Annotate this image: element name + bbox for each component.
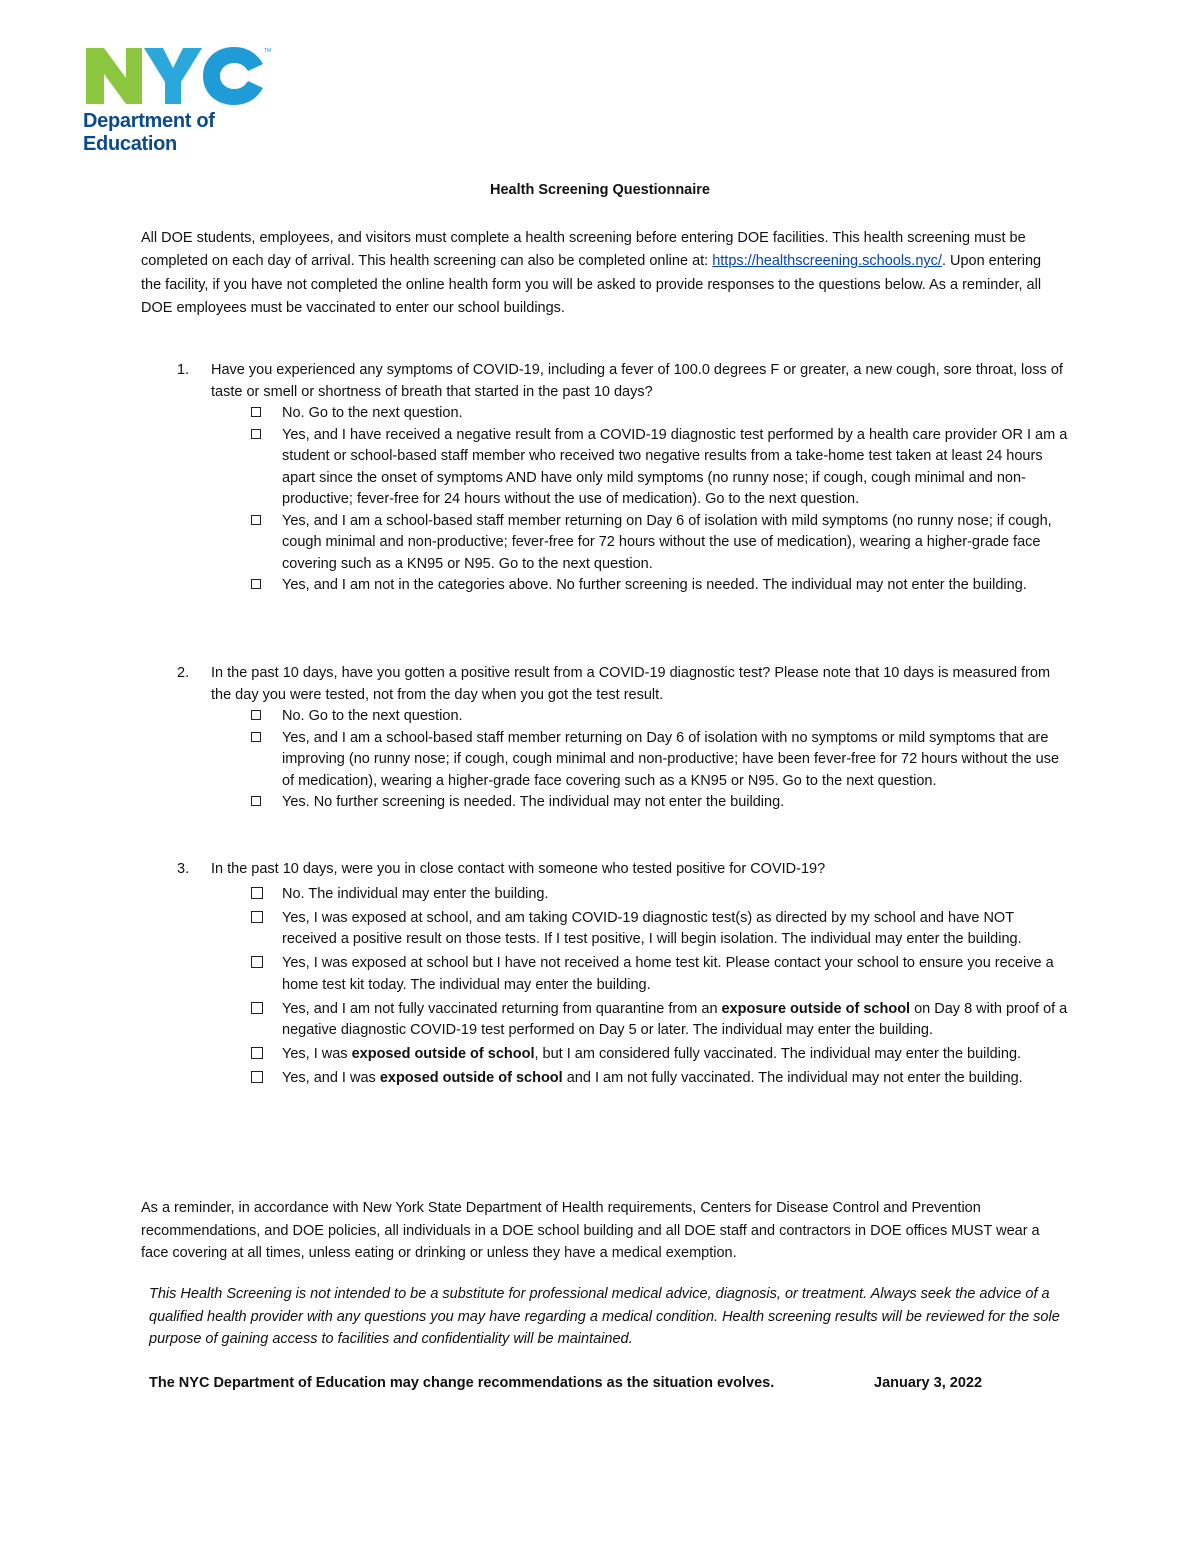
answer-option (141, 403, 1071, 425)
answer-text: Yes, and I am a school-based staff member returning on Day 6 of isolation with no symptoms or mild symptoms that are improving (no runny nose; if cough, cough minimal and non-productive; have been fever-free for 72 hours without the use of medication), wearing a higher-grade face covering such as a KN95 or N95. Go to the next question. (282, 729, 1060, 789)
footer-date: January 3, 2022 (874, 1375, 983, 1391)
healthscreening-link[interactable]: https://healthscreening.schools.nyc/ (712, 253, 942, 270)
checkbox[interactable] (251, 1002, 263, 1014)
question-text: In the past 10 days, have you gotten a positive result from a COVID-19 diagnostic test? Please note that 10 days is measured from the day you were tested, not from the day when you got the test result. (211, 665, 1051, 703)
answer-option (141, 999, 1071, 1042)
checkbox[interactable] (251, 710, 261, 720)
checkbox[interactable] (251, 732, 261, 742)
question-1 (141, 360, 1071, 597)
answer-text (282, 1046, 1021, 1062)
intro-text-after: . Upon entering the facility, if you have not completed the online health form you will be asked to provide responses to the questions below. As a reminder, all DOE employees must be vaccinated to enter our school buildings. (141, 253, 1042, 317)
answer-text: Yes, I was exposed at school, and am taking COVID-19 diagnostic test(s) as directed by my school and have NOT received a positive result on those tests. If I test positive, I will begin isolation. The individual may enter the building. (282, 909, 1022, 947)
answer-option (141, 728, 1071, 793)
checkbox[interactable] (251, 796, 261, 806)
answer-option (141, 706, 1071, 728)
question-2 (141, 663, 1071, 814)
checkbox[interactable] (251, 911, 263, 923)
answer-text-post: on Day 8 with proof of a negative diagnostic COVID-19 test performed on Day 5 or later. The individual may enter the building. (282, 1000, 1068, 1038)
answer-text: Yes, and I am a school-based staff member returning on Day 6 of isolation with mild symptoms (no runny nose; if cough, cough minimal and non-productive; fever-free for 72 hours without the use of medication), wearing a higher-grade face covering such as a KN95 or N95. Go to the next question. (282, 512, 1052, 572)
answer-text: No. Go to the next question. (282, 708, 463, 724)
logo-text-education: Education (83, 133, 177, 155)
nyc-doe-logo (80, 44, 270, 156)
answer-option (141, 908, 1071, 951)
question-number: 3. (177, 861, 190, 877)
logo-letter-n (86, 48, 142, 104)
answer-text-post: and I am not fully vaccinated. The individual may not enter the building. (562, 1070, 1023, 1086)
answer-option (141, 953, 1071, 996)
answer-option (141, 511, 1071, 576)
answer-text-bold: exposed outside of school (379, 1070, 563, 1086)
question-header (141, 859, 1071, 881)
intro-paragraph (141, 227, 1061, 321)
checkbox[interactable] (251, 579, 261, 589)
answer-text-pre: Yes, and I was (282, 1070, 380, 1086)
answer-text (282, 1070, 1023, 1086)
answer-text: Yes. No further screening is needed. The individual may not enter the building. (282, 794, 785, 810)
disclaimer-paragraph: This Health Screening is not intended to be a substitute for professional medical advice, diagnosis, or treatment. Always seek the advice of a qualified health provider with any questions you may have regarding a medical condition. Health screening results will be reviewed for the sole purpose of gaining access to facilities and confidentiality will be maintained. (149, 1286, 1060, 1347)
answer-option (141, 1044, 1071, 1066)
logo-letter-c (203, 47, 263, 105)
question-number: 2. (177, 665, 190, 681)
answer-options (141, 403, 1071, 597)
answer-text: No. Go to the next question. (282, 405, 463, 421)
page-title: Health Screening Questionnaire (490, 182, 710, 198)
answer-options (141, 706, 1071, 814)
question-header (141, 663, 1071, 706)
intro-text-before: All DOE students, employees, and visitors must complete a health screening before entering DOE facilities. This health screening must be completed on each day of arrival. This health screening can also be completed online at: (141, 230, 1026, 270)
checkbox[interactable] (251, 956, 263, 968)
answer-text: Yes, I was exposed at school but I have not received a home test kit. Please contact your school to ensure you receive a home test kit today. The individual may enter the building. (282, 955, 1054, 993)
answer-text-pre: Yes, and I am not fully vaccinated returning from quarantine from an (282, 1000, 722, 1017)
answer-text-pre: Yes, I was (282, 1046, 352, 1062)
question-3 (141, 859, 1071, 1092)
logo-text-department: Department of (83, 110, 215, 132)
reminder-paragraph: As a reminder, in accordance with New York State Department of Health requirements, Centers for Disease Control and Prevention recommendations, and DOE policies, all individuals in a DOE school building and all DOE staff and contractors in DOE offices MUST wear a face covering at all times, unless eating or drinking or unless they have a medical exemption. (141, 1200, 1040, 1261)
checkbox[interactable] (251, 1071, 263, 1083)
question-number: 1. (177, 362, 190, 378)
answer-text: Yes, and I have received a negative result from a COVID-19 diagnostic test performed by a health care provider OR I am a student or school-based staff member who received two negative results from a take-home test taken at least 24 hours apart since the onset of symptoms AND have only mild symptoms (no runny nose; if cough, cough minimal and non-productive; fever-free for 24 hours without the use of medication). Go to the next question. (282, 426, 1068, 507)
answer-option (141, 425, 1071, 511)
checkbox[interactable] (251, 429, 261, 439)
answer-option (141, 792, 1071, 814)
nyc-logo-mark (80, 44, 270, 108)
answer-text-bold: exposure outside of school (721, 1000, 911, 1017)
question-header (141, 360, 1071, 403)
answer-option (141, 884, 1071, 906)
question-text: Have you experienced any symptoms of COVID-19, including a fever of 100.0 degrees F or greater, a new cough, sore throat, loss of taste or smell or shortness of breath that started in the past 10 days? (211, 362, 1063, 400)
answer-text: No. The individual may enter the building. (282, 885, 549, 902)
answer-text (282, 1001, 1067, 1039)
answer-option (141, 575, 1071, 597)
answer-option (141, 1068, 1071, 1090)
answer-text-post: , but I am considered fully vaccinated. The individual may enter the building. (534, 1046, 1022, 1062)
checkbox[interactable] (251, 887, 263, 899)
answer-text-bold: exposed outside of school (351, 1046, 535, 1062)
footer-statement: The NYC Department of Education may change recommendations as the situation evolves. (149, 1375, 775, 1391)
checkbox[interactable] (251, 407, 261, 417)
answer-options (141, 884, 1071, 1090)
checkbox[interactable] (251, 1047, 263, 1059)
logo-letter-y (144, 48, 202, 104)
answer-text: Yes, and I am not in the categories above. No further screening is needed. The individual may not enter the building. (282, 577, 1027, 593)
checkbox[interactable] (251, 515, 261, 525)
footer-line (149, 1372, 1009, 1394)
svg-text:TM: TM (264, 48, 272, 54)
question-text: In the past 10 days, were you in close contact with someone who tested positive for COVID-19? (211, 861, 826, 877)
